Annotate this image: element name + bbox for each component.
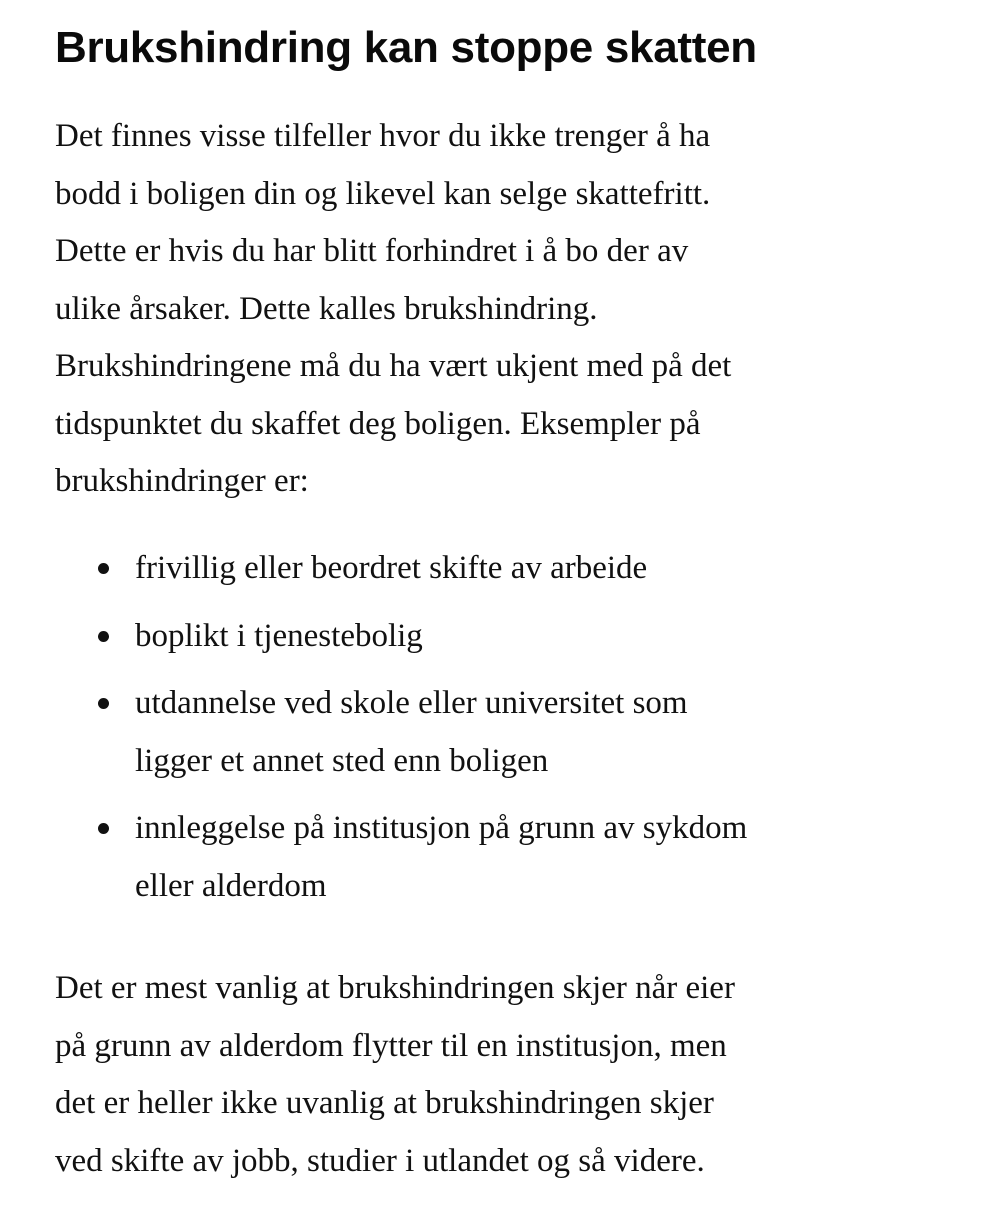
- bullet-icon: [98, 698, 109, 709]
- intro-line: bodd i boligen din og likevel kan selge skattefritt.: [55, 175, 711, 212]
- closing-paragraph: [55, 960, 735, 1190]
- closing-line: det er heller ikke uvanlig at brukshindringen skjer: [55, 1085, 714, 1121]
- closing-line: ved skifte av jobb, studier i utlandet og så videre.: [55, 1142, 705, 1179]
- intro-line: Dette er hvis du har blitt forhindret i å bo der av: [55, 233, 689, 269]
- list-item-text: ligger et annet sted enn boligen: [135, 742, 549, 779]
- intro-line: ulike årsaker. Dette kalles brukshindring.: [55, 290, 598, 327]
- list-item: [55, 540, 747, 598]
- list-item-text: frivillig eller beordret skifte av arbeide: [135, 550, 648, 586]
- bullet-icon: [98, 823, 109, 834]
- bullet-icon: [98, 631, 109, 642]
- list-item: [55, 675, 747, 790]
- closing-line: Det er mest vanlig at brukshindringen skjer når eier: [55, 970, 735, 1006]
- intro-line: brukshindringer er:: [55, 463, 309, 499]
- closing-line: på grunn av alderdom flytter til en institusjon, men: [55, 1027, 727, 1064]
- list-item-text: utdannelse ved skole eller universitet som: [135, 685, 688, 721]
- examples-list: [55, 540, 747, 925]
- intro-paragraph: [55, 108, 731, 511]
- intro-line: Brukshindringene må du ha vært ukjent med på det: [55, 348, 732, 384]
- intro-line: Det finnes visse tilfeller hvor du ikke trenger å ha: [55, 118, 711, 154]
- intro-line: tidspunktet du skaffet deg boligen. Eksempler på: [55, 405, 701, 442]
- list-item: [55, 608, 747, 666]
- article-heading: Brukshindring kan stoppe skatten: [55, 23, 757, 72]
- list-item-text: eller alderdom: [135, 867, 327, 904]
- list-item-text: innleggelse på institusjon på grunn av sykdom: [135, 810, 748, 846]
- list-item: [55, 800, 747, 915]
- list-item-text: boplikt i tjenestebolig: [135, 617, 423, 654]
- bullet-icon: [98, 563, 109, 574]
